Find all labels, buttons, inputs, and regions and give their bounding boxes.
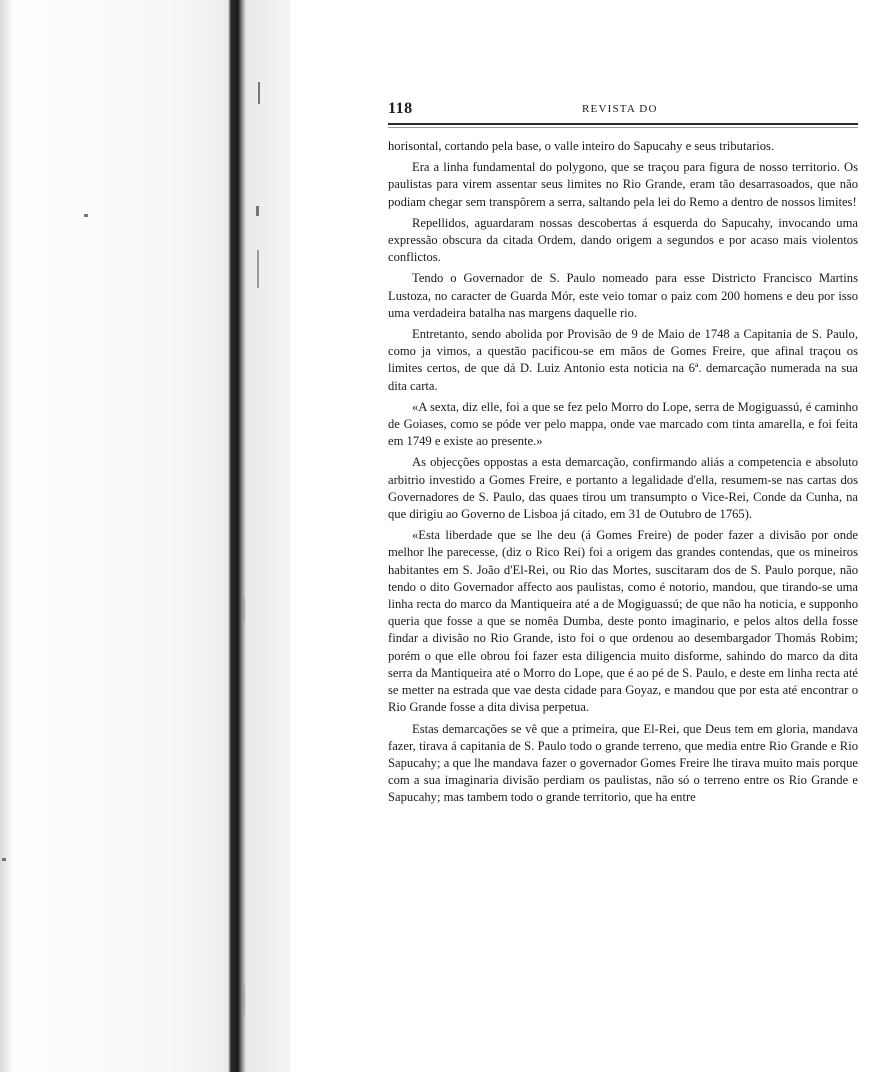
- page-edge-shadow: [0, 0, 14, 1072]
- paragraph: Tendo o Governador de S. Paulo nomeado para esse Districto Francisco Martins Lustoza, no caracter de Guarda Mór, este veio tomar o paiz com 200 homens e deu por isso uma verdadeira batalha nas margens daquelle rio.: [388, 271, 858, 320]
- gutter-mark: [257, 250, 259, 288]
- gutter-mark: [243, 598, 245, 622]
- page-number: 118: [388, 100, 413, 117]
- book-gutter: [0, 0, 290, 1072]
- header-rule-thin: [388, 127, 858, 128]
- gutter-mark: [256, 206, 259, 216]
- paragraph: horisontal, cortando pela base, o valle inteiro do Sapucahy e seus tributarios.: [388, 139, 775, 153]
- paragraph: «A sexta, diz elle, foi a que se fez pelo Morro do Lope, serra de Mogiguassú, é caminho de Goiases, como se póde ver pelo mappa, onde vae marcado com tinta amarella, e foi feita em 1749 e existe ao presente.»: [388, 399, 858, 449]
- gutter-mark: [2, 858, 6, 861]
- header-rule: [388, 123, 858, 125]
- gutter-mark: [243, 985, 245, 1015]
- gutter-mark: [84, 214, 88, 217]
- paragraph: «Esta liberdade que se lhe deu (á Gomes Freire) de poder fazer a divisão por onde melhor lhe parecesse, (diz o Rico Rei) foi a origem das grandes contendas, que os mineiros habitantes em S. João d'El-Rei, ou Rio das Mortes, suscitaram dos de S. Paulo porque, não tendo o dito Governador affecto aos paulistas, como é notorio, mandou, que tirando-se uma linha recta do marco da Mantiqueira até a de Mogiguassú; de que não ha noticia, e supponho queria que fosse a que se nomêa Dumba, deste ponto imaginario, e pelos altos della fosse findar a divisão no Rio Grande, isto foi o que ordenou ao desembargador Thomás Robim; porém o que elle obrou foi fazer esta diligencia muito disforme, sahindo do marco da dita serra da Mantiqueira até o Morro do Lope, que é ao pé de S. Paulo, e deste em linha recta até se metter na estrada que vae desta cidade para Goyaz, e mandou que por esta até encontrar o Rio Grande fosse a dita divisa perpetua.: [388, 528, 858, 715]
- paragraph: Entretanto, sendo abolida por Provisão de 9 de Maio de 1748 a Capitania de S. Paulo, como ja vimos, a questão pacificou-se em mãos de Gomes Freire, que afinal traçou os limites certos, de que dá D. Luiz Antonio esta noticia na 6ª. demarcação numerada na sua dita carta.: [388, 327, 858, 393]
- paragraph: Era a linha fundamental do polygono, que se traçou para figura de nosso territorio. Os paulistas para virem assentar seus limites no Rio Grande, eram tão desarrasoados, que não podiam chegar sem transpôrem a serra, saltando pela lei do Remo a dentro de nossos limites!: [388, 160, 858, 209]
- gutter-mark: [258, 82, 260, 104]
- paragraph: Estas demarcações se vê que a primeira, que El-Rei, que Deus tem em gloria, mandava fazer, tirava á capitania de S. Paulo todo o grande terreno, que media entre Rio Grande e Rio Sapucahy; a que lhe mandava fazer o governador Gomes Freire lhe tirava muito mais porque com a sua imaginaria divisão perdiam os paulistas, não só o terreno entre os Rio Grande e Sapucahy; mas tambem todo o grande territorio, que ha entre: [388, 721, 858, 805]
- body-text: [388, 138, 858, 811]
- paragraph: Repellidos, aguardaram nossas descobertas á esquerda do Sapucahy, invocando uma expressão obscura da citada Ordem, dando origem a segundos e por acaso mais violentos conflictos.: [388, 215, 858, 265]
- paragraph: As objecções oppostas a esta demarcação, confirmando aliás a competencia e absoluto arbitrio investido a Gomes Freire, e portanto a legalidade d'ella, resumem-se nas cartas dos Governadores de S. Paulo, das quaes tirou um transumpto o Vice-Rei, Conde da Cunha, na que dirigiu ao Governo de Lisboa já citado, em 31 de Outubro de 1765).: [388, 455, 858, 522]
- running-title: REVISTA DO: [582, 103, 658, 115]
